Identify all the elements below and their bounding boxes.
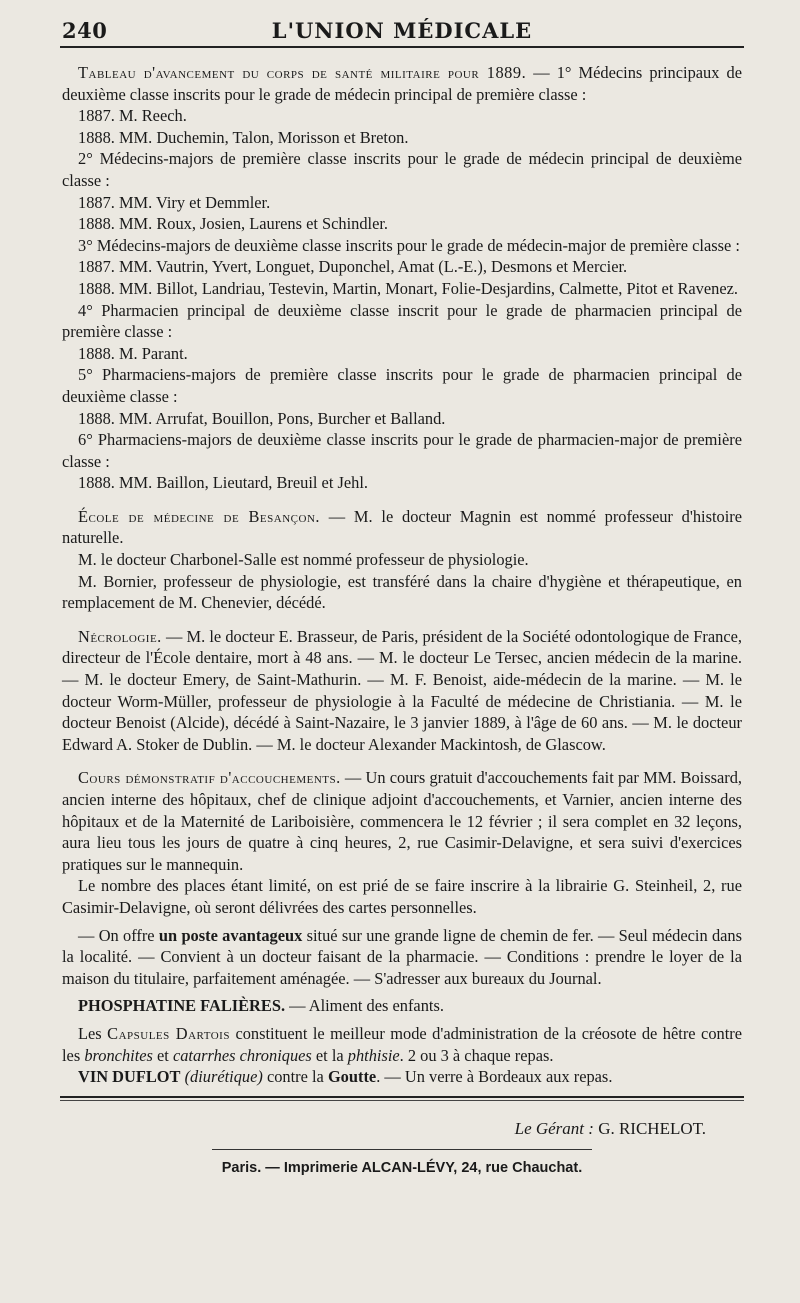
ad-duflot-goutte: Goutte [327,1067,377,1087]
ad-dartois-text-4: . 2 ou 3 à chaque repas. [399,1045,554,1065]
tableau-p2-intro: 2° Médecins-majors de première classe inscrits pour le grade de médecin principal de deuxième classe : [62,149,742,190]
besancon-text-1: — M. le docteur Magnin est nommé professeur d'histoire naturelle. [62,506,742,548]
ad-phosphatine-text: — Aliment des enfants. [285,996,444,1016]
section-gap [62,755,742,767]
ad-dartois-text-2: et [152,1045,173,1065]
annonce-poste-strong: un poste avantageux [158,925,303,945]
tableau-heading: Tableau d'avancement du corps de santé militaire pour 1889. [78,63,527,82]
ad-dartois [62,1023,742,1066]
ad-dartois-name: Capsules Dartois [107,1023,230,1043]
ad-dartois-lead: Les [78,1023,108,1043]
tableau-p2-1887: 1887. MM. Viry et Demmler. [78,192,271,212]
tableau-p1-intro: — 1° Médecins principaux de deuxième classe inscrits pour le grade de médecin principal de première classe : [62,63,742,104]
tableau-p5-1888: 1888. MM. Arrufat, Bouillon, Pons, Burcher et Balland. [78,408,446,428]
footer-rule-thin [60,1100,744,1101]
besancon-text-2: M. le docteur Charbonel-Salle est nommé professeur de physiologie. [78,550,529,570]
annonce-poste-lead: — On offre [78,925,159,945]
ad-phosphatine-name: PHOSPHATINE FALIÈRES. [78,996,286,1016]
page-number: 240 [62,18,108,43]
tableau-p1-1887: 1887. M. Reech. [78,106,187,126]
article-body [62,62,742,1088]
cours-text-2: Le nombre des places étant limité, on est prié de se faire inscrire à la librairie G. Steinheil, 2, rue Casimir-Delavigne, où seront délivrées des cartes personnelles. [62,876,742,917]
tableau-p1-1888: 1888. MM. Duchemin, Talon, Morisson et Breton. [78,127,409,147]
page-header [62,0,742,46]
running-title: L'UNION MÉDICALE [271,18,533,43]
ad-dartois-text-3: et la [311,1045,348,1065]
necrologie-text: — M. le docteur E. Brasseur, de Paris, président de la Société odontologique de France, directeur de l'École dentaire, mort à 48 ans. — M. le docteur Le Tersec, ancien médecin de la marine. — M. le docteur Emery, de Saint-Mathurin. — M. F. Benoist, aide-médecin de la marine. — M. le docteur Worm-Müller, professeur de physiologie à la Faculté de médecine de Christiania. — M. le docteur Benoist (Alcide), décédé à Saint-Nazaire, le 3 janvier 1889, à l'âge de 60 ans. — M. le docteur Edward A. Stoker de Dublin. — M. le docteur Alexander Mackintosh, de Glascow. [62,626,742,754]
tableau-p4-1888: 1888. M. Parant. [78,343,188,363]
ad-duflot [62,1066,742,1088]
ad-dartois-italic-3: phthisie [347,1045,400,1065]
section-gap [62,614,742,626]
gerant-label: Le Gérant : [514,1118,594,1138]
ad-duflot-mid: contre la [262,1067,328,1087]
besancon-heading: École de médecine de Besançon. [78,506,320,526]
ad-duflot-italic: (diurétique) [184,1067,263,1087]
tableau-paragraph [62,62,742,105]
cours-heading: Cours démonstratif d'accouchements. [78,768,341,788]
imprint-rule [212,1149,592,1150]
tableau-p2-1888: 1888. MM. Roux, Josien, Laurens et Schindler. [78,214,389,234]
cours-paragraph [62,767,742,875]
header-rule [60,46,744,48]
tableau-p6-intro: 6° Pharmaciens-majors de deuxième classe inscrits pour le grade de pharmacien-major de première classe : [62,430,742,471]
gerant-name: G. RICHELOT. [598,1118,706,1138]
tableau-p3-1887: 1887. MM. Vautrin, Yvert, Longuet, Duponchel, Amat (L.-E.), Desmons et Mercier. [78,257,628,277]
section-gap [62,494,742,506]
footer-rule [60,1096,744,1098]
tableau-p6-1888: 1888. MM. Baillon, Lieutard, Breuil et Jehl. [78,473,368,493]
annonce-poste-text: situé sur une grande ligne de chemin de fer. — Seul médecin dans la localité. — Convient à un docteur faisant de la pharmacie. — Conditions : prendre le loyer de la maison du titulaire, parfaitement aménagée. — S'adresser aux bureaux du Journal. [62,925,742,988]
ad-dartois-text-1: constituent le meilleur mode d'administration de la créosote de hêtre contre les [62,1023,743,1065]
ad-dartois-italic-2: catarrhes chroniques [172,1045,312,1065]
necrologie-heading: Nécrologie. [78,626,162,646]
tableau-p5-intro: 5° Pharmaciens-majors de première classe inscrits pour le grade de pharmacien principal de deuxième classe : [62,365,742,406]
necrologie-paragraph [62,626,742,756]
besancon-text-3: M. Bornier, professeur de physiologie, est transféré dans la chaire d'hygiène et thérapeutique, en remplacement de M. Chenevier, décédé. [62,571,742,613]
tableau-p3-intro: 3° Médecins-majors de deuxième classe inscrits pour le grade de médecin-major de première classe : [78,235,740,255]
tableau-p3-1888: 1888. MM. Billot, Landriau, Testevin, Martin, Monart, Folie-Desjardins, Calmette, Pitot et Ravenez. [78,278,738,298]
ad-dartois-italic-1: bronchites [84,1045,153,1065]
ad-duflot-name: VIN DUFLOT [78,1067,181,1087]
imprint: Paris. — Imprimerie ALCAN-LÉVY, 24, rue Chauchat. [221,1159,583,1176]
ad-duflot-end: . — Un verre à Bordeaux aux repas. [376,1067,613,1087]
annonce-poste [62,925,742,990]
gerant-line [62,1119,742,1139]
ad-phosphatine [62,995,742,1017]
cours-text-1: — Un cours gratuit d'accouchements fait par MM. Boissard, ancien interne des hôpitaux, chef de clinique adjoint d'accouchements, et Varnier, ancien interne des hôpitaux et de la Maternité de Lariboisière, commencera le 12 février ; il sera complet en 32 leçons, aura lieu tous les jours de quatre à cinq heures, 2, rue Casimir-Delavigne, et sera suivi d'exercices pratiques sur le mannequin. [62,768,743,874]
besancon-paragraph [62,506,742,549]
tableau-p4-intro: 4° Pharmacien principal de deuxième classe inscrit pour le grade de pharmacien principal de première classe : [62,300,742,342]
